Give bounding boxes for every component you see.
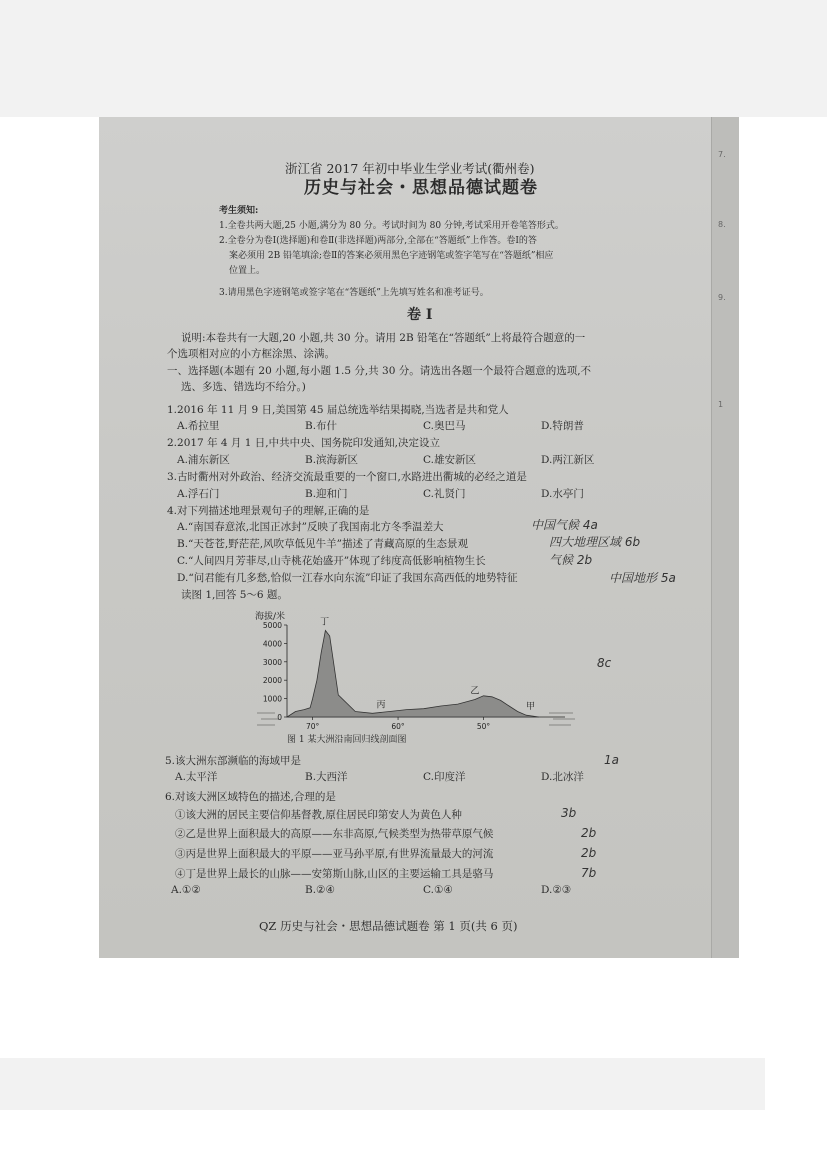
profile-chart <box>249 607 579 747</box>
read-prompt: 读图 1,回答 5～6 题。 <box>181 589 288 601</box>
option: C.礼贤门 <box>423 488 466 500</box>
handwritten-note: 3b <box>561 806 577 820</box>
option: B.②④ <box>305 884 335 896</box>
notice-line: 2.全卷分为卷Ⅰ(选择题)和卷Ⅱ(非选择题)两部分,全部在“答题纸”上作答。卷Ⅰ的答 <box>219 236 537 246</box>
question-stem: 4.对下列描述地理景观句子的理解,正确的是 <box>167 505 370 517</box>
y-axis-label: 海拔/米 <box>255 612 286 622</box>
notice-line: 位置上。 <box>229 266 266 276</box>
feature-label: 丙 <box>376 700 386 711</box>
question-stem: 5.该大洲东部濒临的海域甲是 <box>165 755 302 767</box>
x-tick-label: 70° <box>305 722 320 731</box>
exam-page-photo <box>99 117 739 958</box>
instruction-line: 选、多选、错选均不给分。) <box>181 381 306 393</box>
feature-label: 乙 <box>470 686 480 697</box>
exam-line: 浙江省 2017 年初中毕业生学业考试(衢州卷) <box>285 161 535 176</box>
y-tick-label: 3000 <box>262 657 282 667</box>
y-tick-label: 2000 <box>262 676 282 686</box>
handwritten-note: 中国地形 5a <box>609 571 676 585</box>
question-stem: 1.2016 年 11 月 9 日,美国第 45 届总统选举结果揭晓,当选者是共和党人 <box>167 404 509 416</box>
option: D.“问君能有几多愁,恰似一江春水向东流”印证了我国东高西低的地势特征 <box>177 572 518 584</box>
option: D.特朗普 <box>541 420 584 432</box>
next-page-number: 8. <box>718 220 726 229</box>
handwritten-note: 气候 2b <box>549 553 593 567</box>
option: C.奥巴马 <box>423 420 466 432</box>
option: A.浮石门 <box>177 488 220 500</box>
statement: ①该大洲的居民主要信仰基督教,原住居民印第安人为黄色人种 <box>175 809 462 821</box>
figure-caption: 图 1 某大洲沿南回归线剖面图 <box>287 735 407 745</box>
question-stem: 2.2017 年 4 月 1 日,中共中央、国务院印发通知,决定设立 <box>167 437 440 449</box>
option: C.①④ <box>423 884 453 896</box>
adjacent-page-edge <box>711 117 739 958</box>
option: A.太平洋 <box>175 771 218 783</box>
top-blank-band <box>0 0 827 117</box>
sea-hatch-left <box>257 713 279 725</box>
next-page-number: 7. <box>718 150 726 159</box>
next-page-number: 9. <box>718 293 726 302</box>
statement: ③丙是世界上面积最大的平原——亚马孙平原,有世界流量最大的河流 <box>175 848 494 860</box>
y-tick-label: 1000 <box>262 694 282 704</box>
option: D.水亭门 <box>541 488 584 500</box>
handwritten-note: 2b <box>581 826 597 840</box>
terrain-area <box>287 631 539 718</box>
x-tick-label: 50° <box>476 722 491 731</box>
instruction-line: 一、选择题(本题有 20 小题,每小题 1.5 分,共 30 分。请选出各题一个最符合题意的选项,不 <box>167 365 592 377</box>
next-page-number: 1 <box>718 400 724 409</box>
statement: ②乙是世界上面积最大的高原——东非高原,气候类型为热带草原气候 <box>175 828 494 840</box>
question-stem: 6.对该大洲区域特色的描述,合理的是 <box>165 791 336 803</box>
option: A.浦东新区 <box>177 454 230 466</box>
page-title: 历史与社会・思想品德试题卷 <box>304 178 538 198</box>
option: C.“人间四月芳菲尽,山寺桃花始盛开”体现了纬度高低影响植物生长 <box>177 555 486 567</box>
handwritten-note: 1a <box>604 753 619 767</box>
statement: ④丁是世界上最长的山脉——安第斯山脉,山区的主要运输工具是骆马 <box>175 868 494 880</box>
instruction-line: 说明:本卷共有一大题,20 小题,共 30 分。请用 2B 铅笔在“答题纸”上将最符合题意的一 <box>181 332 586 344</box>
question-stem: 3.古时衢州对外政治、经济交流最重要的一个窗口,水路进出衢城的必经之道是 <box>167 471 527 483</box>
option: B.滨海新区 <box>305 454 359 466</box>
page-footer: QZ 历史与社会・思想品德试题卷 第 1 页(共 6 页) <box>259 919 518 933</box>
instruction-line: 个选项相对应的小方框涂黑、涂满。 <box>167 348 335 360</box>
option: A.①② <box>171 884 201 896</box>
x-tick-label: 60° <box>391 722 405 731</box>
option: D.两江新区 <box>541 454 595 466</box>
y-tick-label: 5000 <box>262 621 282 630</box>
handwritten-note: 四大地理区域 6b <box>549 535 641 549</box>
margin-note: 8c <box>597 656 612 670</box>
y-tick-label: 0 <box>277 713 282 722</box>
option: B.“天苍苍,野茫茫,风吹草低见牛羊”描述了青藏高原的生态景观 <box>177 538 468 550</box>
feature-label: 甲 <box>525 702 535 713</box>
notice-line: 1.全卷共两大题,25 小题,满分为 80 分。考试时间为 80 分钟,考试采用开卷笔答形式。 <box>219 221 564 231</box>
section-title: 卷 Ⅰ <box>407 307 433 323</box>
option: C.印度洋 <box>423 771 466 783</box>
y-tick-label: 4000 <box>262 639 282 649</box>
option: B.布什 <box>305 420 338 432</box>
option: D.北冰洋 <box>541 771 584 783</box>
option: A.希拉里 <box>177 420 220 432</box>
notice-heading: 考生须知: <box>219 206 259 216</box>
handwritten-note: 2b <box>581 846 597 860</box>
feature-label: 丁 <box>320 617 330 628</box>
bottom-blank-band <box>0 1058 765 1110</box>
option: B.迎和门 <box>305 488 348 500</box>
notice-line: 案必须用 2B 铅笔填涂;卷Ⅱ的答案必须用黑色字迹钢笔或签字笔写在“答题纸”相应 <box>229 251 554 261</box>
notice-line: 3.请用黑色字迹钢笔或签字笔在“答题纸”上先填写姓名和准考证号。 <box>219 288 489 298</box>
handwritten-note: 中国气候 4a <box>531 518 598 532</box>
handwritten-note: 7b <box>581 866 597 880</box>
option: B.大西洋 <box>305 771 348 783</box>
option: A.“南国春意浓,北国正冰封”反映了我国南北方冬季温差大 <box>177 521 444 533</box>
option: C.雄安新区 <box>423 454 476 466</box>
sea-hatch-right <box>549 713 575 725</box>
option: D.②③ <box>541 884 572 896</box>
